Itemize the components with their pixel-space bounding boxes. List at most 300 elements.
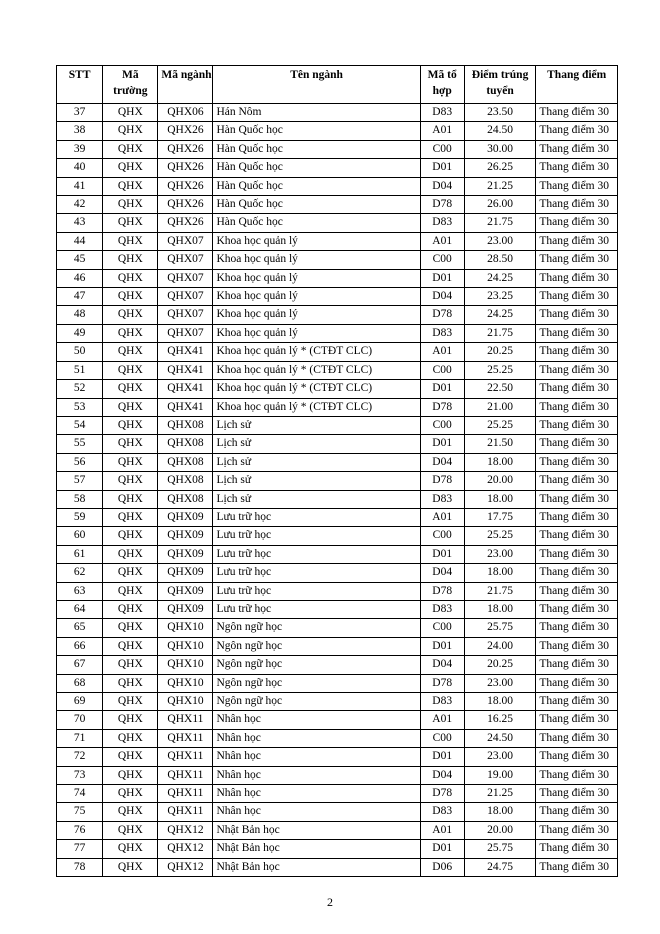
cell-diem-trung-tuyen: 25.75 (464, 840, 536, 858)
cell-ma-nganh: QHX08 (158, 453, 213, 471)
cell-stt: 61 (57, 545, 103, 563)
cell-diem-trung-tuyen: 23.50 (464, 104, 536, 122)
table-row (57, 858, 618, 876)
cell-ten-nganh: Lưu trữ học (213, 508, 420, 526)
cell-diem-trung-tuyen: 18.00 (464, 600, 536, 618)
cell-diem-trung-tuyen: 18.00 (464, 490, 536, 508)
table-row (57, 785, 618, 803)
cell-ma-to-hop: D83 (420, 693, 464, 711)
cell-diem-trung-tuyen: 24.25 (464, 269, 536, 287)
cell-ma-truong: QHX (103, 251, 158, 269)
cell-ma-nganh: QHX10 (158, 637, 213, 655)
cell-ma-truong: QHX (103, 159, 158, 177)
cell-diem-trung-tuyen: 23.00 (464, 674, 536, 692)
cell-ma-truong: QHX (103, 785, 158, 803)
cell-ma-nganh: QHX26 (158, 177, 213, 195)
cell-diem-trung-tuyen: 30.00 (464, 140, 536, 158)
cell-ma-to-hop: D78 (420, 398, 464, 416)
table-row (57, 508, 618, 526)
table-row (57, 803, 618, 821)
cell-ten-nganh: Nhân học (213, 803, 420, 821)
cell-diem-trung-tuyen: 28.50 (464, 251, 536, 269)
cell-ma-nganh: QHX08 (158, 416, 213, 434)
table-row (57, 766, 618, 784)
cell-stt: 50 (57, 343, 103, 361)
cell-ten-nganh: Hán Nôm (213, 104, 420, 122)
cell-diem-trung-tuyen: 24.50 (464, 729, 536, 747)
table-row (57, 490, 618, 508)
cell-ma-to-hop: C00 (420, 619, 464, 637)
cell-ma-to-hop: D04 (420, 766, 464, 784)
cell-ma-truong: QHX (103, 545, 158, 563)
cell-ma-truong: QHX (103, 232, 158, 250)
cell-ma-nganh: QHX41 (158, 361, 213, 379)
cell-ma-truong: QHX (103, 858, 158, 876)
cell-thang-diem: Thang điểm 30 (536, 159, 618, 177)
cell-stt: 63 (57, 582, 103, 600)
cell-ten-nganh: Khoa học quản lý * (CTĐT CLC) (213, 398, 420, 416)
cell-ten-nganh: Nhật Bản học (213, 821, 420, 839)
table-row (57, 564, 618, 582)
cell-diem-trung-tuyen: 17.75 (464, 508, 536, 526)
cell-stt: 41 (57, 177, 103, 195)
cell-ma-to-hop: D83 (420, 104, 464, 122)
cell-stt: 78 (57, 858, 103, 876)
cell-ma-nganh: QHX12 (158, 840, 213, 858)
cell-ma-nganh: QHX11 (158, 748, 213, 766)
cell-ten-nganh: Ngôn ngữ học (213, 656, 420, 674)
cell-stt: 53 (57, 398, 103, 416)
cell-thang-diem: Thang điểm 30 (536, 656, 618, 674)
cell-ma-truong: QHX (103, 324, 158, 342)
cell-diem-trung-tuyen: 24.75 (464, 858, 536, 876)
cell-ma-truong: QHX (103, 508, 158, 526)
cell-ma-truong: QHX (103, 748, 158, 766)
cell-ma-truong: QHX (103, 803, 158, 821)
cell-thang-diem: Thang điểm 30 (536, 674, 618, 692)
page-number: 2 (327, 895, 333, 909)
cell-stt: 65 (57, 619, 103, 637)
cell-stt: 49 (57, 324, 103, 342)
cell-stt: 56 (57, 453, 103, 471)
cell-thang-diem: Thang điểm 30 (536, 564, 618, 582)
table-row (57, 619, 618, 637)
cell-ten-nganh: Lưu trữ học (213, 545, 420, 563)
cell-ma-to-hop: A01 (420, 232, 464, 250)
table-header-row (57, 66, 618, 104)
cell-ma-truong: QHX (103, 435, 158, 453)
cell-ma-to-hop: D78 (420, 785, 464, 803)
cell-diem-trung-tuyen: 21.00 (464, 398, 536, 416)
cell-thang-diem: Thang điểm 30 (536, 104, 618, 122)
cell-ma-nganh: QHX07 (158, 251, 213, 269)
cell-ma-to-hop: D01 (420, 159, 464, 177)
cell-ten-nganh: Lịch sử (213, 416, 420, 434)
table-row (57, 600, 618, 618)
cell-ten-nganh: Hàn Quốc học (213, 122, 420, 140)
cell-thang-diem: Thang điểm 30 (536, 803, 618, 821)
cell-stt: 77 (57, 840, 103, 858)
cell-ma-to-hop: D01 (420, 637, 464, 655)
cell-ten-nganh: Lưu trữ học (213, 564, 420, 582)
cell-diem-trung-tuyen: 22.50 (464, 380, 536, 398)
cell-stt: 57 (57, 472, 103, 490)
cell-ma-to-hop: D01 (420, 840, 464, 858)
cell-ma-to-hop: D04 (420, 288, 464, 306)
cell-ma-truong: QHX (103, 766, 158, 784)
table-row (57, 324, 618, 342)
cell-thang-diem: Thang điểm 30 (536, 600, 618, 618)
cell-diem-trung-tuyen: 21.75 (464, 582, 536, 600)
cell-ma-truong: QHX (103, 840, 158, 858)
table-row (57, 104, 618, 122)
admission-scores-table (56, 65, 618, 877)
cell-ma-to-hop: D04 (420, 656, 464, 674)
cell-ten-nganh: Khoa học quản lý (213, 324, 420, 342)
cell-ma-to-hop: D78 (420, 674, 464, 692)
cell-ma-to-hop: A01 (420, 711, 464, 729)
cell-ten-nganh: Khoa học quản lý (213, 232, 420, 250)
header-stt: STT (57, 66, 103, 104)
cell-ten-nganh: Ngôn ngữ học (213, 693, 420, 711)
cell-stt: 75 (57, 803, 103, 821)
cell-stt: 55 (57, 435, 103, 453)
cell-thang-diem: Thang điểm 30 (536, 324, 618, 342)
cell-ma-truong: QHX (103, 693, 158, 711)
cell-ten-nganh: Ngôn ngữ học (213, 674, 420, 692)
cell-stt: 46 (57, 269, 103, 287)
cell-diem-trung-tuyen: 26.00 (464, 196, 536, 214)
header-diem-trung-tuyen: Điểm trúng tuyển (464, 66, 536, 104)
cell-ma-truong: QHX (103, 582, 158, 600)
cell-ten-nganh: Khoa học quản lý (213, 269, 420, 287)
cell-diem-trung-tuyen: 25.25 (464, 527, 536, 545)
cell-thang-diem: Thang điểm 30 (536, 416, 618, 434)
cell-ma-nganh: QHX26 (158, 122, 213, 140)
cell-ma-to-hop: D04 (420, 564, 464, 582)
cell-stt: 73 (57, 766, 103, 784)
table-row (57, 693, 618, 711)
cell-diem-trung-tuyen: 24.00 (464, 637, 536, 655)
cell-ma-nganh: QHX10 (158, 656, 213, 674)
cell-ma-truong: QHX (103, 214, 158, 232)
cell-stt: 52 (57, 380, 103, 398)
header-thang-diem: Thang điểm (536, 66, 618, 104)
table-row (57, 637, 618, 655)
cell-ma-to-hop: D83 (420, 803, 464, 821)
cell-ma-truong: QHX (103, 527, 158, 545)
cell-ma-nganh: QHX41 (158, 343, 213, 361)
cell-ma-truong: QHX (103, 269, 158, 287)
cell-ten-nganh: Lịch sử (213, 435, 420, 453)
cell-stt: 47 (57, 288, 103, 306)
cell-ma-truong: QHX (103, 711, 158, 729)
cell-diem-trung-tuyen: 18.00 (464, 693, 536, 711)
cell-ma-to-hop: C00 (420, 416, 464, 434)
cell-ten-nganh: Hàn Quốc học (213, 177, 420, 195)
table-row (57, 729, 618, 747)
cell-thang-diem: Thang điểm 30 (536, 508, 618, 526)
cell-diem-trung-tuyen: 21.25 (464, 177, 536, 195)
cell-ma-nganh: QHX11 (158, 711, 213, 729)
table-row (57, 288, 618, 306)
cell-ten-nganh: Lịch sử (213, 453, 420, 471)
cell-ma-to-hop: D78 (420, 472, 464, 490)
cell-diem-trung-tuyen: 20.00 (464, 472, 536, 490)
cell-ma-nganh: QHX10 (158, 674, 213, 692)
table-row (57, 582, 618, 600)
table-row (57, 821, 618, 839)
cell-ma-nganh: QHX09 (158, 600, 213, 618)
cell-stt: 76 (57, 821, 103, 839)
cell-diem-trung-tuyen: 25.75 (464, 619, 536, 637)
cell-ma-truong: QHX (103, 122, 158, 140)
cell-ten-nganh: Khoa học quản lý (213, 251, 420, 269)
cell-ten-nganh: Nhân học (213, 766, 420, 784)
cell-ma-to-hop: D78 (420, 306, 464, 324)
cell-diem-trung-tuyen: 19.00 (464, 766, 536, 784)
cell-stt: 69 (57, 693, 103, 711)
cell-ma-nganh: QHX09 (158, 582, 213, 600)
cell-thang-diem: Thang điểm 30 (536, 140, 618, 158)
cell-thang-diem: Thang điểm 30 (536, 435, 618, 453)
cell-ma-nganh: QHX11 (158, 785, 213, 803)
table-row (57, 343, 618, 361)
cell-stt: 60 (57, 527, 103, 545)
cell-ma-truong: QHX (103, 729, 158, 747)
cell-ma-to-hop: D06 (420, 858, 464, 876)
header-ma-nganh: Mã ngành (158, 66, 213, 104)
cell-ma-nganh: QHX11 (158, 766, 213, 784)
header-ten-nganh: Tên ngành (213, 66, 420, 104)
cell-ma-nganh: QHX06 (158, 104, 213, 122)
cell-ma-to-hop: D01 (420, 269, 464, 287)
table-row (57, 472, 618, 490)
cell-ma-to-hop: D83 (420, 324, 464, 342)
cell-ma-truong: QHX (103, 619, 158, 637)
cell-ma-to-hop: D04 (420, 177, 464, 195)
header-ma-to-hop: Mã tổ hợp (420, 66, 464, 104)
cell-thang-diem: Thang điểm 30 (536, 840, 618, 858)
cell-ma-truong: QHX (103, 416, 158, 434)
cell-ten-nganh: Nhân học (213, 748, 420, 766)
cell-thang-diem: Thang điểm 30 (536, 251, 618, 269)
cell-ma-to-hop: D01 (420, 545, 464, 563)
cell-ma-truong: QHX (103, 600, 158, 618)
cell-thang-diem: Thang điểm 30 (536, 785, 618, 803)
cell-ma-nganh: QHX07 (158, 232, 213, 250)
cell-ma-nganh: QHX26 (158, 214, 213, 232)
cell-ten-nganh: Khoa học quản lý * (CTĐT CLC) (213, 380, 420, 398)
cell-thang-diem: Thang điểm 30 (536, 490, 618, 508)
cell-stt: 39 (57, 140, 103, 158)
cell-thang-diem: Thang điểm 30 (536, 729, 618, 747)
table-row (57, 232, 618, 250)
cell-ten-nganh: Khoa học quản lý * (CTĐT CLC) (213, 361, 420, 379)
cell-diem-trung-tuyen: 18.00 (464, 453, 536, 471)
table-row (57, 453, 618, 471)
cell-ten-nganh: Nhân học (213, 711, 420, 729)
table-row (57, 435, 618, 453)
cell-thang-diem: Thang điểm 30 (536, 196, 618, 214)
cell-ma-to-hop: D83 (420, 600, 464, 618)
cell-ma-nganh: QHX12 (158, 858, 213, 876)
cell-diem-trung-tuyen: 21.75 (464, 214, 536, 232)
cell-ten-nganh: Lịch sử (213, 472, 420, 490)
cell-thang-diem: Thang điểm 30 (536, 693, 618, 711)
cell-ma-truong: QHX (103, 821, 158, 839)
cell-ma-to-hop: A01 (420, 821, 464, 839)
cell-ma-nganh: QHX11 (158, 803, 213, 821)
cell-thang-diem: Thang điểm 30 (536, 177, 618, 195)
cell-ten-nganh: Hàn Quốc học (213, 214, 420, 232)
cell-diem-trung-tuyen: 18.00 (464, 803, 536, 821)
cell-thang-diem: Thang điểm 30 (536, 582, 618, 600)
cell-thang-diem: Thang điểm 30 (536, 361, 618, 379)
cell-thang-diem: Thang điểm 30 (536, 748, 618, 766)
cell-ma-to-hop: D78 (420, 582, 464, 600)
cell-ma-nganh: QHX09 (158, 564, 213, 582)
cell-stt: 42 (57, 196, 103, 214)
cell-diem-trung-tuyen: 21.75 (464, 324, 536, 342)
cell-diem-trung-tuyen: 16.25 (464, 711, 536, 729)
cell-stt: 74 (57, 785, 103, 803)
cell-ma-nganh: QHX11 (158, 729, 213, 747)
cell-thang-diem: Thang điểm 30 (536, 453, 618, 471)
cell-ma-nganh: QHX09 (158, 545, 213, 563)
cell-ten-nganh: Khoa học quản lý * (CTĐT CLC) (213, 343, 420, 361)
cell-ma-truong: QHX (103, 398, 158, 416)
cell-diem-trung-tuyen: 20.00 (464, 821, 536, 839)
cell-diem-trung-tuyen: 24.25 (464, 306, 536, 324)
cell-thang-diem: Thang điểm 30 (536, 232, 618, 250)
cell-thang-diem: Thang điểm 30 (536, 398, 618, 416)
cell-stt: 72 (57, 748, 103, 766)
cell-ten-nganh: Lưu trữ học (213, 600, 420, 618)
cell-diem-trung-tuyen: 18.00 (464, 564, 536, 582)
cell-thang-diem: Thang điểm 30 (536, 472, 618, 490)
cell-diem-trung-tuyen: 23.00 (464, 545, 536, 563)
cell-ma-truong: QHX (103, 380, 158, 398)
cell-stt: 62 (57, 564, 103, 582)
cell-thang-diem: Thang điểm 30 (536, 380, 618, 398)
table-row (57, 159, 618, 177)
cell-thang-diem: Thang điểm 30 (536, 821, 618, 839)
cell-ma-to-hop: D04 (420, 453, 464, 471)
table-row (57, 674, 618, 692)
cell-ten-nganh: Nhật Bản học (213, 858, 420, 876)
cell-ma-truong: QHX (103, 361, 158, 379)
cell-ma-nganh: QHX41 (158, 380, 213, 398)
cell-stt: 68 (57, 674, 103, 692)
cell-diem-trung-tuyen: 25.25 (464, 361, 536, 379)
cell-ma-to-hop: D01 (420, 435, 464, 453)
cell-thang-diem: Thang điểm 30 (536, 527, 618, 545)
cell-ma-nganh: QHX07 (158, 288, 213, 306)
cell-diem-trung-tuyen: 25.25 (464, 416, 536, 434)
cell-stt: 43 (57, 214, 103, 232)
cell-ma-truong: QHX (103, 104, 158, 122)
cell-ma-nganh: QHX12 (158, 821, 213, 839)
cell-diem-trung-tuyen: 26.25 (464, 159, 536, 177)
cell-ma-truong: QHX (103, 656, 158, 674)
cell-ten-nganh: Nhân học (213, 785, 420, 803)
cell-thang-diem: Thang điểm 30 (536, 343, 618, 361)
table-row (57, 140, 618, 158)
cell-ten-nganh: Hàn Quốc học (213, 159, 420, 177)
cell-ma-to-hop: D78 (420, 196, 464, 214)
cell-stt: 58 (57, 490, 103, 508)
cell-ten-nganh: Nhật Bản học (213, 840, 420, 858)
cell-ma-nganh: QHX09 (158, 508, 213, 526)
cell-stt: 66 (57, 637, 103, 655)
cell-ten-nganh: Khoa học quản lý (213, 288, 420, 306)
cell-stt: 54 (57, 416, 103, 434)
cell-thang-diem: Thang điểm 30 (536, 711, 618, 729)
cell-ma-to-hop: C00 (420, 527, 464, 545)
cell-diem-trung-tuyen: 20.25 (464, 656, 536, 674)
cell-ma-nganh: QHX08 (158, 435, 213, 453)
cell-ma-to-hop: D01 (420, 380, 464, 398)
table-row (57, 711, 618, 729)
cell-ma-nganh: QHX08 (158, 472, 213, 490)
cell-diem-trung-tuyen: 23.00 (464, 748, 536, 766)
cell-ma-to-hop: D83 (420, 214, 464, 232)
table-row (57, 416, 618, 434)
cell-ma-truong: QHX (103, 637, 158, 655)
table-row (57, 656, 618, 674)
cell-thang-diem: Thang điểm 30 (536, 214, 618, 232)
cell-stt: 71 (57, 729, 103, 747)
cell-ma-to-hop: A01 (420, 122, 464, 140)
cell-stt: 45 (57, 251, 103, 269)
cell-ma-truong: QHX (103, 564, 158, 582)
cell-stt: 67 (57, 656, 103, 674)
cell-ma-to-hop: D83 (420, 490, 464, 508)
table-row (57, 545, 618, 563)
cell-ma-nganh: QHX07 (158, 324, 213, 342)
cell-stt: 44 (57, 232, 103, 250)
cell-thang-diem: Thang điểm 30 (536, 122, 618, 140)
cell-ma-nganh: QHX26 (158, 140, 213, 158)
cell-ma-to-hop: C00 (420, 361, 464, 379)
cell-ma-nganh: QHX08 (158, 490, 213, 508)
cell-stt: 40 (57, 159, 103, 177)
cell-ma-truong: QHX (103, 674, 158, 692)
cell-diem-trung-tuyen: 21.25 (464, 785, 536, 803)
table-row (57, 306, 618, 324)
cell-diem-trung-tuyen: 20.25 (464, 343, 536, 361)
table-row (57, 380, 618, 398)
cell-ma-to-hop: A01 (420, 343, 464, 361)
cell-thang-diem: Thang điểm 30 (536, 306, 618, 324)
cell-thang-diem: Thang điểm 30 (536, 766, 618, 784)
cell-ma-nganh: QHX26 (158, 159, 213, 177)
table-row (57, 748, 618, 766)
cell-thang-diem: Thang điểm 30 (536, 288, 618, 306)
cell-ten-nganh: Ngôn ngữ học (213, 619, 420, 637)
table-row (57, 269, 618, 287)
cell-diem-trung-tuyen: 24.50 (464, 122, 536, 140)
cell-stt: 38 (57, 122, 103, 140)
table-row (57, 251, 618, 269)
cell-ma-nganh: QHX26 (158, 196, 213, 214)
cell-stt: 64 (57, 600, 103, 618)
cell-ten-nganh: Hàn Quốc học (213, 140, 420, 158)
cell-stt: 70 (57, 711, 103, 729)
cell-ma-nganh: QHX41 (158, 398, 213, 416)
cell-thang-diem: Thang điểm 30 (536, 269, 618, 287)
